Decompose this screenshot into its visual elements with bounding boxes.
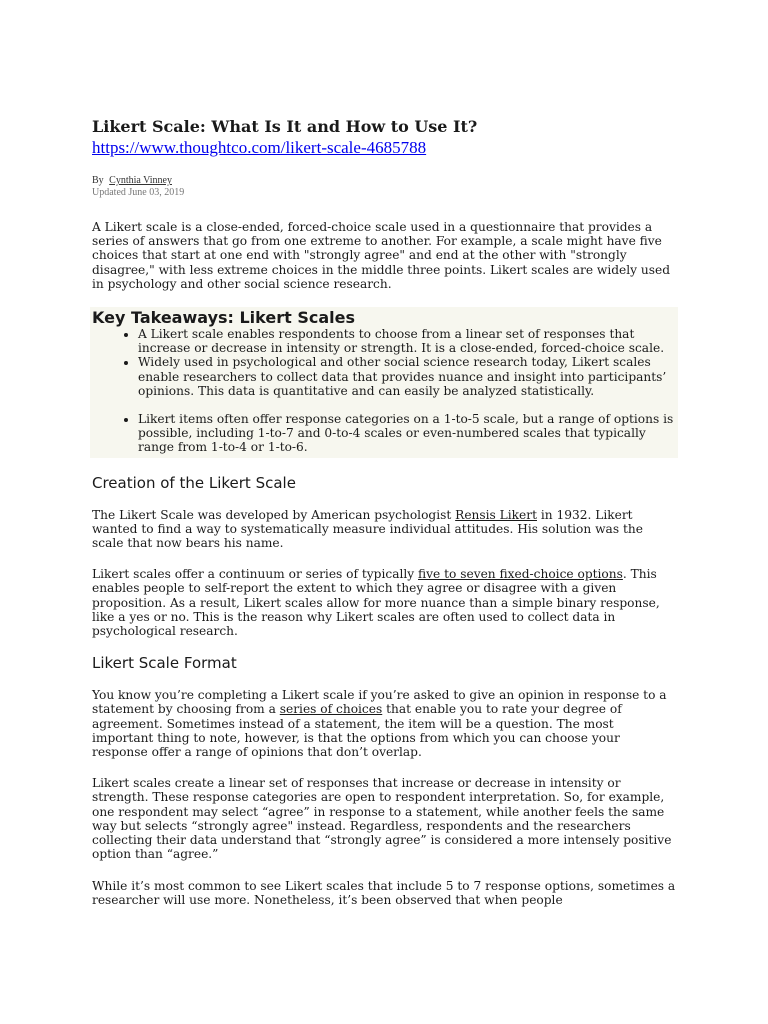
by-label: By xyxy=(92,175,104,186)
text-run: that enable you to rate your degree of agreement. Sometimes instead of a statement, the item will be a question. The most important thing to note, however, is that the options from which you can choose your response offer a range of opinions that don’t overlap. xyxy=(92,702,622,760)
list-item: • Widely used in psychological and other social science research today, Likert scales enable researchers to collect data that provides nuance and insight into participants’ opinions. This data is quantitative and can easily be analyzed statistically. xyxy=(138,355,678,398)
format-paragraph-1 xyxy=(92,688,678,759)
creation-paragraph-1 xyxy=(92,508,678,551)
creation-paragraph-2 xyxy=(92,567,678,638)
list-item: • Likert items often offer response categories on a 1-to-5 scale, but a range of options is possible, including 1-to-7 and 0-to-4 scales or even-numbered scales that typically range from 1-to-4 or 1-to-6. xyxy=(138,412,678,455)
section-heading-creation: Creation of the Likert Scale xyxy=(92,473,296,492)
key-takeaways-heading: Key Takeaways: Likert Scales xyxy=(92,308,355,328)
intro-paragraph: A Likert scale is a close-ended, forced-choice scale used in a questionnaire that provides a series of answers that go from one extreme to another. For example, a scale might have five choices that start at one end with "strongly agree" and end at the other with "strongly disagree," with less extreme choices in the middle three points. Likert scales are widely used in psychology and other social science research. xyxy=(92,220,671,291)
format-paragraph-3: While it’s most common to see Likert scales that include 5 to 7 response options, sometimes a researcher will use more. Nonetheless, it’s been observed that when people xyxy=(92,878,676,907)
source-link[interactable]: https://www.thoughtco.com/likert-scale-4685788 xyxy=(92,138,427,157)
text-run: Likert scales offer a continuum or series of typically xyxy=(92,567,419,582)
rensis-likert-link[interactable]: Rensis Likert xyxy=(455,507,537,522)
key-takeaways-box xyxy=(90,307,678,458)
format-paragraph-2: Likert scales create a linear set of responses that increase or decrease in intensity or strength. These response categories are open to respondent interpretation. So, for example, one respondent may select “agree” in response to a statement, while another feels the same way but selects “strongly agree" instead. Regardless, respondents and the researchers collecting their data understand that “strongly agree” is considered a more intensely positive option than “agree.” xyxy=(92,776,672,862)
article xyxy=(92,117,678,907)
fixed-choice-options-link[interactable]: five to seven fixed-choice options xyxy=(418,567,623,582)
section-heading-format: Likert Scale Format xyxy=(92,654,237,673)
byline xyxy=(92,175,678,187)
updated-date: Updated June 03, 2019 xyxy=(92,187,185,198)
article-title: Likert Scale: What Is It and How to Use It? xyxy=(92,117,478,136)
text-run: You know you’re completing a Likert scale if you’re asked to give an opinion in response to a statement by choosing from a xyxy=(92,688,667,717)
text-run: . This enables people to self-report the extent to which they agree or disagree with a given proposition. As a result, Likert scales allow for more nuance than a simple binary response, like a yes or no. This is the reason why Likert scales are often used to collect data in psychological research. xyxy=(92,567,660,639)
takeaways-list xyxy=(92,327,678,455)
series-of-choices-link[interactable]: series of choices xyxy=(279,702,383,717)
text-run: in 1932. Likert wanted to find a way to systematically measure individual attitudes. His solution was the scale that now bears his name. xyxy=(92,507,643,551)
text-run: The Likert Scale was developed by American psychologist xyxy=(92,507,456,522)
author-link[interactable]: Cynthia Vinney xyxy=(109,175,172,186)
list-item: • A Likert scale enables respondents to choose from a linear set of responses that increase or decrease in intensity or strength. It is a close-ended, forced-choice scale. xyxy=(138,327,678,355)
